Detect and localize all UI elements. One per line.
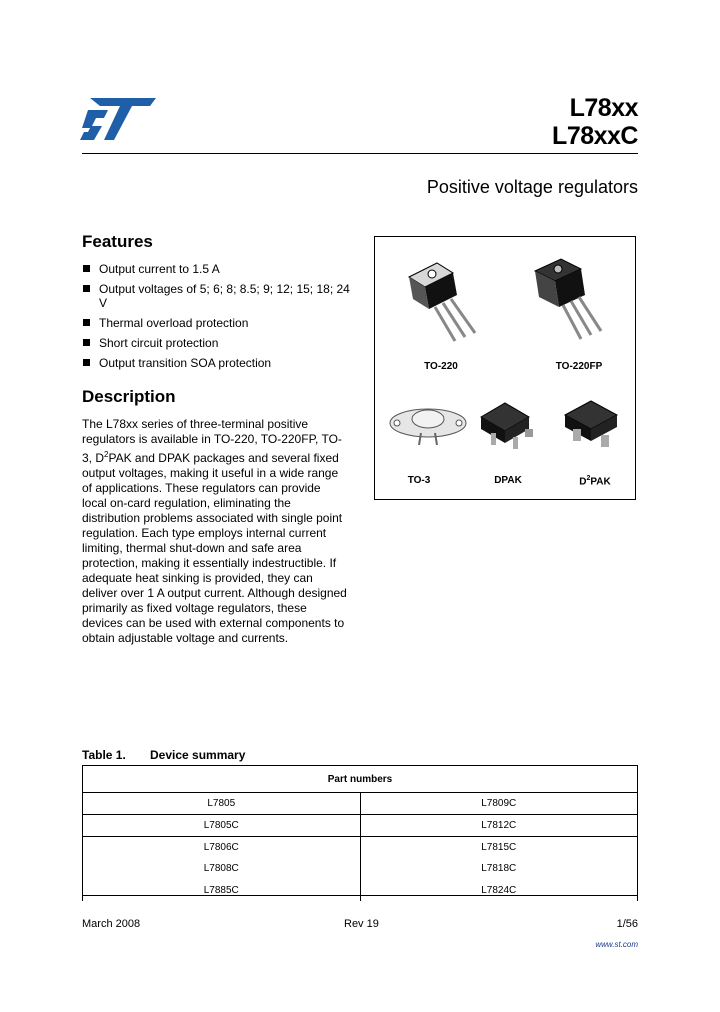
table-cell: L7806C: [83, 837, 361, 859]
feature-item: [82, 262, 352, 276]
description-heading: Description: [82, 387, 176, 406]
feature-text: Short circuit protection: [99, 336, 219, 350]
table-row: [83, 858, 638, 879]
table-cell: L7824C: [360, 879, 638, 901]
doc-title-line1: L78xx: [569, 94, 638, 122]
feature-text: Output voltages of 5; 6; 8; 8.5; 9; 12; 15; 18; 24 V: [99, 282, 350, 310]
table-row: [83, 879, 638, 901]
table-row: [83, 793, 638, 815]
doc-title-line2: L78xxC: [552, 122, 638, 150]
description-text-part2: PAK and DPAK packages and several fixed output voltages, making it useful in a wide range of applications. These regulators can provide local on-card regulation, eliminating the distribution problems associated with single point regulation. Each type employs internal current limiting, thermal shut-down and safe area protection, making it essentially indestructible. If adequate heat sinking is provided, they can deliver over 1 A output current. Although designed primarily as fixed voltage regulators, these devices can be used with external components to obtain adjustable voltage and currents.: [82, 451, 347, 645]
to3-label: TO-3: [407, 475, 431, 486]
table-cell: L7812C: [360, 815, 638, 837]
feature-item: [82, 282, 352, 310]
features-list: [82, 262, 352, 376]
square-bullet-icon: [83, 339, 90, 346]
feature-item: [82, 336, 352, 350]
footer-url-link[interactable]: www.st.com: [595, 940, 638, 949]
description-superscript: 2: [104, 450, 109, 459]
footer-revision: Rev 19: [344, 918, 379, 930]
features-heading: Features: [82, 232, 153, 251]
device-summary-table: [82, 765, 638, 901]
table-cell: L7809C: [360, 793, 638, 815]
d2pak-label-prefix: D: [579, 476, 587, 488]
d2pak-label-suffix: PAK: [590, 476, 611, 488]
table-cell: L7818C: [360, 858, 638, 879]
table-cell: L7815C: [360, 837, 638, 859]
table-cell: L7885C: [83, 879, 361, 901]
header-divider: [82, 153, 638, 154]
table-header-cell: Part numbers: [83, 766, 638, 793]
table-row: [83, 837, 638, 859]
d2pak-label-sup: 2: [586, 475, 591, 482]
st-logo: [80, 98, 156, 140]
table-cell: L7805C: [83, 815, 361, 837]
dpak-label: DPAK: [494, 475, 522, 486]
square-bullet-icon: [83, 265, 90, 272]
to220-label: TO-220: [424, 361, 458, 372]
to220fp-label: TO-220FP: [555, 361, 603, 372]
package-figure-box: [374, 236, 636, 500]
square-bullet-icon: [83, 285, 90, 292]
d2pak-label: [565, 475, 625, 487]
description-paragraph: [82, 417, 348, 646]
feature-text: Output current to 1.5 A: [99, 262, 220, 276]
feature-item: [82, 356, 352, 370]
to3-package-icon: [387, 399, 469, 449]
table-caption: [82, 748, 245, 762]
table-header-row: [83, 766, 638, 793]
table-title: Device summary: [150, 748, 246, 762]
doc-subtitle: Positive voltage regulators: [426, 177, 638, 197]
to220-package-icon: [399, 259, 489, 349]
feature-text: Thermal overload protection: [99, 316, 249, 330]
square-bullet-icon: [83, 359, 90, 366]
footer-date: March 2008: [82, 918, 141, 930]
to220fp-package-icon: [525, 255, 615, 345]
table-cell: L7805: [83, 793, 361, 815]
square-bullet-icon: [83, 319, 90, 326]
d2pak-package-icon: [559, 397, 629, 455]
dpak-package-icon: [475, 399, 543, 455]
footer-page-number: 1/56: [616, 918, 638, 930]
footer-divider: [82, 895, 638, 896]
feature-text: Output transition SOA protection: [99, 356, 272, 370]
table-cell: L7808C: [83, 858, 361, 879]
table-number: Table 1.: [82, 748, 126, 762]
table-row: [83, 815, 638, 837]
description-text-part1: The L78xx series of three-terminal positive regulators is available in TO-220, TO-220FP, TO-3, D: [82, 417, 342, 465]
feature-item: [82, 316, 352, 330]
